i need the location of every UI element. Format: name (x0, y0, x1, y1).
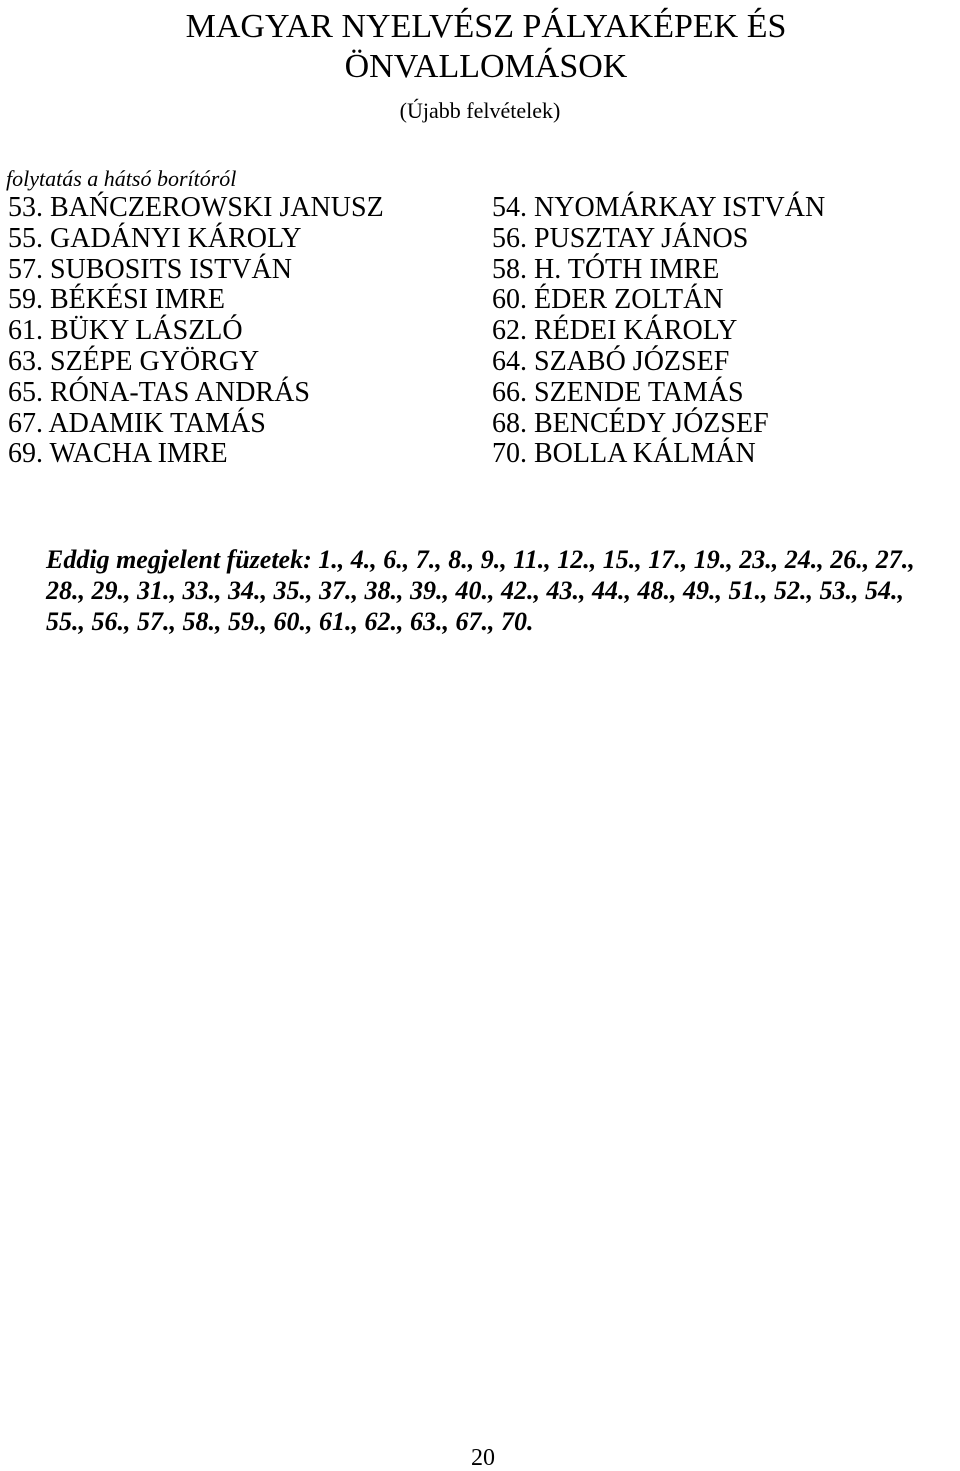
list-item: 70. BOLLA KÁLMÁN (492, 438, 756, 470)
published-issues-note: Eddig megjelent füzetek: 1., 4., 6., 7., 8., 9., 11., 12., 15., 17., 19., 23., 24., 26., 27., 28., 29., 31., 33., 34., 35., 37., 38., 39., 40., 42., 43., 44., 48., 49., 51., 52., 53., 54., 55., 56., 57., 58., 59., 60., 61., 62., 63., 67., 70. (46, 545, 915, 636)
list-item: 64. SZABÓ JÓZSEF (492, 345, 730, 377)
list-item: 56. PUSZTAY JÁNOS (492, 222, 749, 254)
page-title-line-1: MAGYAR NYELVÉSZ PÁLYAKÉPEK ÉS (185, 8, 787, 45)
list-item: 60. ÉDER ZOLTÁN (492, 284, 724, 316)
entry-list-right (492, 193, 825, 470)
list-item: 65. RÓNA-TAS ANDRÁS (8, 376, 310, 408)
list-item: 66. SZENDE TAMÁS (492, 376, 744, 408)
list-item: 53. BAŃCZEROWSKI JANUSZ (8, 192, 384, 223)
list-item: 58. H. TÓTH IMRE (492, 253, 720, 285)
list-item: 54. NYOMÁRKAY ISTVÁN (492, 192, 826, 223)
page-title-line-2: ÖNVALLOMÁSOK (344, 48, 628, 85)
list-item: 68. BENCÉDY JÓZSEF (492, 407, 769, 439)
list-item: 67. ADAMIK TAMÁS (8, 407, 266, 439)
subtitle-text: (Újabb felvételek) (399, 98, 561, 123)
list-item: 61. BÜKY LÁSZLÓ (8, 315, 243, 347)
list-item: 62. RÉDEI KÁROLY (492, 315, 738, 347)
continued-note: folytatás a hátsó borítóról (6, 166, 237, 191)
list-item: 59. BÉKÉSI IMRE (8, 284, 225, 316)
list-item: 69. WACHA IMRE (8, 438, 228, 470)
list-item: 63. SZÉPE GYÖRGY (8, 345, 260, 377)
list-item: 57. SUBOSITS ISTVÁN (8, 253, 292, 285)
list-item: 55. GADÁNYI KÁROLY (8, 222, 302, 254)
page-subtitle (0, 98, 960, 124)
page-number: 20 (471, 1445, 495, 1471)
entry-list-left (8, 193, 384, 470)
